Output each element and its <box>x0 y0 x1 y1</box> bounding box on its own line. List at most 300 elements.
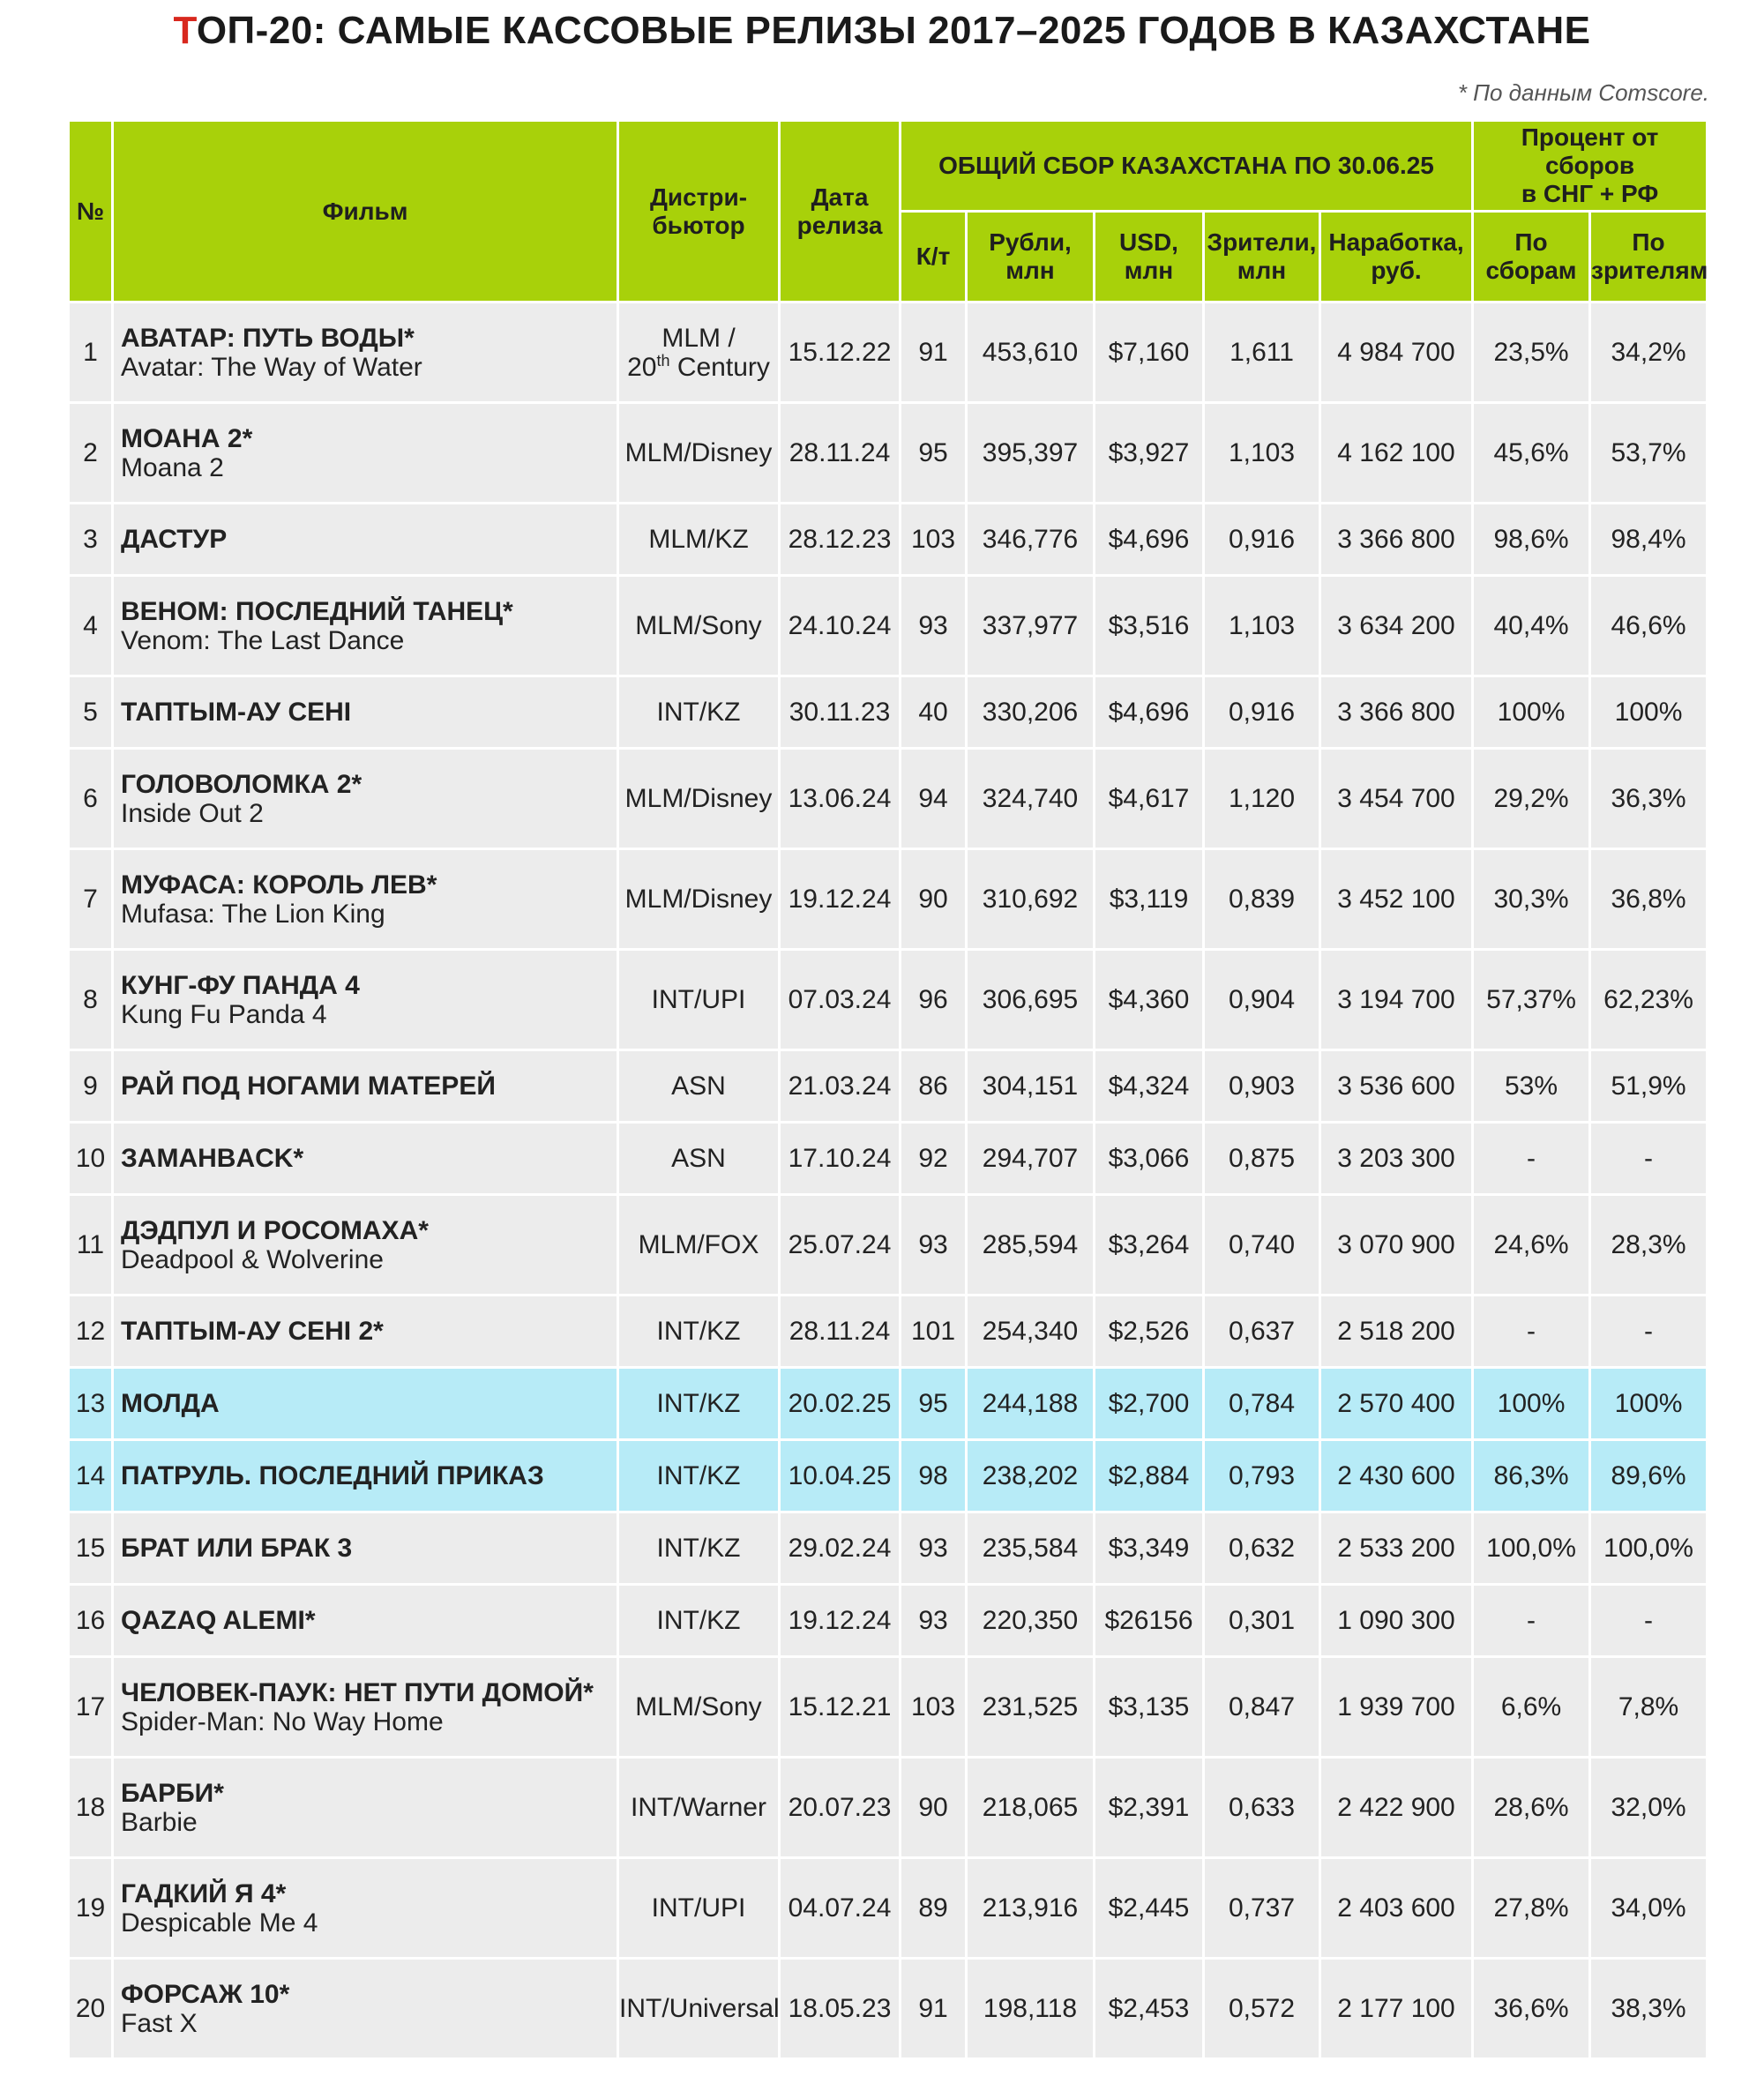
film-title-en: Moana 2 <box>121 452 224 482</box>
per-screen: 3 070 900 <box>1320 1195 1473 1296</box>
screens-count: 93 <box>901 1512 967 1585</box>
film-title-en: Barbie <box>121 1807 198 1837</box>
distributor-text: INT/KZ <box>656 1534 741 1563</box>
release-date: 15.12.22 <box>780 302 901 403</box>
gross-rub: 198,118 <box>967 1959 1095 2059</box>
gross-usd: $4,324 <box>1095 1050 1204 1123</box>
percent-gross: 100% <box>1473 676 1590 749</box>
gross-rub: 231,525 <box>967 1657 1095 1758</box>
table-row <box>69 504 1708 576</box>
gross-rub: 324,740 <box>967 749 1095 849</box>
film-cell <box>113 1858 618 1959</box>
release-date: 13.06.24 <box>780 749 901 849</box>
percent-viewers: 34,2% <box>1590 302 1708 403</box>
distributor-text: INT/KZ <box>656 1606 741 1635</box>
row-number: 9 <box>69 1050 113 1123</box>
header-usd: USD, млн <box>1095 212 1204 302</box>
film-cell <box>113 950 618 1050</box>
film-cell <box>113 749 618 849</box>
gross-rub: 213,916 <box>967 1858 1095 1959</box>
row-number: 14 <box>69 1440 113 1512</box>
percent-viewers: 100% <box>1590 676 1708 749</box>
viewers: 0,904 <box>1204 950 1320 1050</box>
table-row <box>69 1440 1708 1512</box>
viewers: 0,847 <box>1204 1657 1320 1758</box>
release-date: 04.07.24 <box>780 1858 901 1959</box>
percent-viewers: 34,0% <box>1590 1858 1708 1959</box>
film-title-ru: ТАПТЫМ-АУ СЕНІ 2* <box>121 1317 384 1346</box>
release-date: 21.03.24 <box>780 1050 901 1123</box>
viewers: 1,611 <box>1204 302 1320 403</box>
gross-rub: 235,584 <box>967 1512 1095 1585</box>
percent-gross: 53% <box>1473 1050 1590 1123</box>
per-screen: 2 518 200 <box>1320 1296 1473 1368</box>
table-row <box>69 1123 1708 1195</box>
row-number: 18 <box>69 1758 113 1858</box>
film-title-en: Mufasa: The Lion King <box>121 899 385 929</box>
percent-gross: 100,0% <box>1473 1512 1590 1585</box>
per-screen: 2 570 400 <box>1320 1368 1473 1440</box>
viewers: 0,839 <box>1204 849 1320 950</box>
film-title-ru: ПАТРУЛЬ. ПОСЛЕДНИЙ ПРИКАЗ <box>121 1461 544 1490</box>
table-row <box>69 749 1708 849</box>
film-title-ru: ГАДКИЙ Я 4* <box>121 1878 287 1908</box>
box-office-table <box>67 119 1708 2060</box>
film-cell <box>113 1512 618 1585</box>
viewers: 0,740 <box>1204 1195 1320 1296</box>
percent-gross: 86,3% <box>1473 1440 1590 1512</box>
film-title-ru: ЗАМАНBACK* <box>121 1144 304 1173</box>
distributor-cell <box>618 576 780 676</box>
distributor-cell <box>618 676 780 749</box>
screens-count: 90 <box>901 1758 967 1858</box>
film-cell <box>113 1195 618 1296</box>
screens-count: 95 <box>901 1368 967 1440</box>
percent-gross: - <box>1473 1296 1590 1368</box>
row-number: 7 <box>69 849 113 950</box>
film-title-ru: РАЙ ПОД НОГАМИ МАТЕРЕЙ <box>121 1072 496 1101</box>
release-date: 19.12.24 <box>780 849 901 950</box>
screens-count: 91 <box>901 302 967 403</box>
percent-viewers: 38,3% <box>1590 1959 1708 2059</box>
percent-viewers: 89,6% <box>1590 1440 1708 1512</box>
gross-usd: $3,516 <box>1095 576 1204 676</box>
film-title-en: Inside Out 2 <box>121 798 264 828</box>
release-date: 28.12.23 <box>780 504 901 576</box>
per-screen: 2 533 200 <box>1320 1512 1473 1585</box>
screens-count: 91 <box>901 1959 967 2059</box>
gross-usd: $3,927 <box>1095 403 1204 504</box>
screens-count: 98 <box>901 1440 967 1512</box>
distributor-cell <box>618 1585 780 1657</box>
percent-gross: 27,8% <box>1473 1858 1590 1959</box>
screens-count: 93 <box>901 1195 967 1296</box>
film-cell <box>113 1959 618 2059</box>
distributor-cell <box>618 1657 780 1758</box>
film-title-ru: ДЭДПУЛ И РОСОМАХА* <box>121 1215 429 1245</box>
distributor-text: MLM/Sony <box>635 1692 762 1721</box>
gross-usd: $2,445 <box>1095 1858 1204 1959</box>
viewers: 0,784 <box>1204 1368 1320 1440</box>
header-viewers: Зрители, млн <box>1204 212 1320 302</box>
percent-viewers: 28,3% <box>1590 1195 1708 1296</box>
row-number: 13 <box>69 1368 113 1440</box>
distributor-cell <box>618 1440 780 1512</box>
percent-gross: - <box>1473 1123 1590 1195</box>
percent-gross: - <box>1473 1585 1590 1657</box>
percent-gross: 29,2% <box>1473 749 1590 849</box>
distributor-cell <box>618 1368 780 1440</box>
viewers: 1,120 <box>1204 749 1320 849</box>
viewers: 1,103 <box>1204 403 1320 504</box>
screens-count: 90 <box>901 849 967 950</box>
row-number: 19 <box>69 1858 113 1959</box>
table-row <box>69 676 1708 749</box>
release-date: 17.10.24 <box>780 1123 901 1195</box>
percent-viewers: - <box>1590 1296 1708 1368</box>
release-date: 10.04.25 <box>780 1440 901 1512</box>
distributor-text: ASN <box>671 1072 726 1101</box>
table-row <box>69 950 1708 1050</box>
table-row <box>69 1512 1708 1585</box>
distributor-text: MLM/FOX <box>638 1230 759 1259</box>
screens-count: 96 <box>901 950 967 1050</box>
film-title-ru: АВАТАР: ПУТЬ ВОДЫ* <box>121 323 415 353</box>
distributor-text: INT/Universal <box>619 1994 780 2023</box>
percent-viewers: 62,23% <box>1590 950 1708 1050</box>
film-title-ru: ГОЛОВОЛОМКА 2* <box>121 769 363 799</box>
percent-gross: 28,6% <box>1473 1758 1590 1858</box>
gross-usd: $2,453 <box>1095 1959 1204 2059</box>
table-row <box>69 1368 1708 1440</box>
distributor-cell <box>618 504 780 576</box>
distributor-cell <box>618 1195 780 1296</box>
screens-count: 86 <box>901 1050 967 1123</box>
film-cell <box>113 676 618 749</box>
gross-usd: $2,884 <box>1095 1440 1204 1512</box>
film-cell <box>113 1368 618 1440</box>
film-title-en: Fast X <box>121 2008 198 2038</box>
gross-usd: $2,526 <box>1095 1296 1204 1368</box>
distributor-text: INT/KZ <box>656 1317 741 1346</box>
row-number: 2 <box>69 403 113 504</box>
percent-viewers: 32,0% <box>1590 1758 1708 1858</box>
per-screen: 1 939 700 <box>1320 1657 1473 1758</box>
screens-count: 95 <box>901 403 967 504</box>
source-note: * По данным Comscore. <box>1457 79 1709 106</box>
gross-rub: 218,065 <box>967 1758 1095 1858</box>
gross-rub: 346,776 <box>967 504 1095 576</box>
percent-viewers: 98,4% <box>1590 504 1708 576</box>
film-cell <box>113 1123 618 1195</box>
gross-usd: $4,617 <box>1095 749 1204 849</box>
distributor-text: INT/KZ <box>656 1389 741 1418</box>
gross-rub: 238,202 <box>967 1440 1095 1512</box>
film-title-en: Venom: The Last Dance <box>121 625 405 655</box>
screens-count: 92 <box>901 1123 967 1195</box>
row-number: 5 <box>69 676 113 749</box>
gross-rub: 254,340 <box>967 1296 1095 1368</box>
per-screen: 2 430 600 <box>1320 1440 1473 1512</box>
percent-viewers: - <box>1590 1585 1708 1657</box>
film-cell <box>113 302 618 403</box>
viewers: 0,916 <box>1204 504 1320 576</box>
row-number: 17 <box>69 1657 113 1758</box>
distributor-text: INT/UPI <box>651 1893 746 1923</box>
percent-gross: 100% <box>1473 1368 1590 1440</box>
film-title-ru: МУФАСА: КОРОЛЬ ЛЕВ* <box>121 870 437 900</box>
gross-usd: $7,160 <box>1095 302 1204 403</box>
percent-gross: 45,6% <box>1473 403 1590 504</box>
header-film: Фильм <box>113 121 618 302</box>
header-group-total: ОБЩИЙ СБОР КАЗАХСТАНА ПО 30.06.25 <box>901 121 1473 212</box>
row-number: 1 <box>69 302 113 403</box>
film-cell <box>113 504 618 576</box>
gross-rub: 395,397 <box>967 403 1095 504</box>
distributor-text-line2: 20th Century <box>627 351 770 382</box>
table-row <box>69 1858 1708 1959</box>
percent-gross: 36,6% <box>1473 1959 1590 2059</box>
film-cell <box>113 403 618 504</box>
distributor-text: MLM/Disney <box>624 885 773 914</box>
film-title-ru: ДАСТУР <box>121 525 228 554</box>
per-screen: 3 203 300 <box>1320 1123 1473 1195</box>
film-title-ru: QAZAQ ALEMI* <box>121 1606 316 1635</box>
header-group-percent: Процент от сборов в СНГ + РФ <box>1473 121 1708 212</box>
film-title-en: Kung Fu Panda 4 <box>121 999 327 1029</box>
viewers: 1,103 <box>1204 576 1320 676</box>
screens-count: 103 <box>901 504 967 576</box>
row-number: 20 <box>69 1959 113 2059</box>
distributor-text: INT/Warner <box>631 1793 766 1822</box>
per-screen: 2 403 600 <box>1320 1858 1473 1959</box>
distributor-cell <box>618 1512 780 1585</box>
distributor-text: MLM / <box>662 323 736 353</box>
screens-count: 93 <box>901 1585 967 1657</box>
distributor-text: MLM/KZ <box>648 525 749 554</box>
percent-gross: 98,6% <box>1473 504 1590 576</box>
gross-rub: 294,707 <box>967 1123 1095 1195</box>
viewers: 0,637 <box>1204 1296 1320 1368</box>
table-row <box>69 1657 1708 1758</box>
distributor-cell <box>618 1050 780 1123</box>
row-number: 11 <box>69 1195 113 1296</box>
percent-viewers: 36,8% <box>1590 849 1708 950</box>
gross-usd: $26156 <box>1095 1585 1204 1657</box>
gross-rub: 306,695 <box>967 950 1095 1050</box>
table-row <box>69 1195 1708 1296</box>
table-row <box>69 1758 1708 1858</box>
row-number: 10 <box>69 1123 113 1195</box>
gross-usd: $3,135 <box>1095 1657 1204 1758</box>
gross-usd: $3,349 <box>1095 1512 1204 1585</box>
table-row <box>69 1959 1708 2059</box>
gross-rub: 310,692 <box>967 849 1095 950</box>
percent-viewers: 100,0% <box>1590 1512 1708 1585</box>
gross-rub: 304,151 <box>967 1050 1095 1123</box>
gross-usd: $2,391 <box>1095 1758 1204 1858</box>
film-title-ru: БРАТ ИЛИ БРАК 3 <box>121 1534 353 1563</box>
header-num: № <box>69 121 113 302</box>
release-date: 28.11.24 <box>780 1296 901 1368</box>
per-screen: 3 366 800 <box>1320 676 1473 749</box>
percent-viewers: - <box>1590 1123 1708 1195</box>
distributor-cell <box>618 1858 780 1959</box>
film-title-en: Despicable Me 4 <box>121 1908 318 1938</box>
header-distributor: Дистри- бьютор <box>618 121 780 302</box>
gross-usd: $3,066 <box>1095 1123 1204 1195</box>
percent-gross: 30,3% <box>1473 849 1590 950</box>
header-pct-gross: По сборам <box>1473 212 1590 302</box>
gross-rub: 285,594 <box>967 1195 1095 1296</box>
distributor-text: INT/UPI <box>651 985 746 1014</box>
film-cell <box>113 1050 618 1123</box>
header-pct-viewers: По зрителям <box>1590 212 1708 302</box>
header-per-screen: Наработка, руб. <box>1320 212 1473 302</box>
film-title-ru: БАРБИ* <box>121 1778 224 1808</box>
header-release-date: Дата релиза <box>780 121 901 302</box>
release-date: 24.10.24 <box>780 576 901 676</box>
distributor-cell <box>618 849 780 950</box>
distributor-text: ASN <box>671 1144 726 1173</box>
row-number: 8 <box>69 950 113 1050</box>
viewers: 0,793 <box>1204 1440 1320 1512</box>
percent-viewers: 100% <box>1590 1368 1708 1440</box>
distributor-cell <box>618 1296 780 1368</box>
distributor-text: INT/KZ <box>656 1461 741 1490</box>
percent-viewers: 7,8% <box>1590 1657 1708 1758</box>
screens-count: 103 <box>901 1657 967 1758</box>
viewers: 0,632 <box>1204 1512 1320 1585</box>
table-row <box>69 849 1708 950</box>
per-screen: 3 366 800 <box>1320 504 1473 576</box>
film-cell <box>113 849 618 950</box>
per-screen: 3 194 700 <box>1320 950 1473 1050</box>
viewers: 0,916 <box>1204 676 1320 749</box>
film-cell <box>113 1440 618 1512</box>
row-number: 16 <box>69 1585 113 1657</box>
row-number: 3 <box>69 504 113 576</box>
screens-count: 94 <box>901 749 967 849</box>
distributor-text: INT/KZ <box>656 698 741 727</box>
gross-usd: $3,119 <box>1095 849 1204 950</box>
film-cell <box>113 576 618 676</box>
row-number: 6 <box>69 749 113 849</box>
per-screen: 3 634 200 <box>1320 576 1473 676</box>
distributor-text: MLM/Disney <box>624 438 773 467</box>
distributor-text: MLM/Sony <box>635 611 762 640</box>
per-screen: 1 090 300 <box>1320 1585 1473 1657</box>
gross-rub: 337,977 <box>967 576 1095 676</box>
percent-viewers: 53,7% <box>1590 403 1708 504</box>
header-screens: К/т <box>901 212 967 302</box>
release-date: 15.12.21 <box>780 1657 901 1758</box>
release-date: 18.05.23 <box>780 1959 901 2059</box>
viewers: 0,301 <box>1204 1585 1320 1657</box>
table-row <box>69 1585 1708 1657</box>
percent-gross: 23,5% <box>1473 302 1590 403</box>
release-date: 29.02.24 <box>780 1512 901 1585</box>
film-title-ru: ВЕНОМ: ПОСЛЕДНИЙ ТАНЕЦ* <box>121 596 513 626</box>
release-date: 20.07.23 <box>780 1758 901 1858</box>
distributor-cell <box>618 1123 780 1195</box>
per-screen: 4 162 100 <box>1320 403 1473 504</box>
per-screen: 3 452 100 <box>1320 849 1473 950</box>
distributor-cell <box>618 1758 780 1858</box>
gross-usd: $4,360 <box>1095 950 1204 1050</box>
release-date: 30.11.23 <box>780 676 901 749</box>
distributor-cell <box>618 749 780 849</box>
row-number: 15 <box>69 1512 113 1585</box>
viewers: 0,903 <box>1204 1050 1320 1123</box>
release-date: 19.12.24 <box>780 1585 901 1657</box>
film-title-ru: ЧЕЛОВЕК-ПАУК: НЕТ ПУТИ ДОМОЙ* <box>121 1677 594 1707</box>
gross-rub: 244,188 <box>967 1368 1095 1440</box>
distributor-cell <box>618 950 780 1050</box>
gross-rub: 220,350 <box>967 1585 1095 1657</box>
release-date: 25.07.24 <box>780 1195 901 1296</box>
screens-count: 40 <box>901 676 967 749</box>
film-cell <box>113 1657 618 1758</box>
percent-gross: 57,37% <box>1473 950 1590 1050</box>
film-title-ru: КУНГ-ФУ ПАНДА 4 <box>121 970 360 1000</box>
distributor-cell <box>618 403 780 504</box>
per-screen: 3 536 600 <box>1320 1050 1473 1123</box>
table-row <box>69 1050 1708 1123</box>
page-title <box>0 9 1764 53</box>
gross-rub: 330,206 <box>967 676 1095 749</box>
gross-usd: $4,696 <box>1095 676 1204 749</box>
distributor-cell <box>618 1959 780 2059</box>
film-title-ru: ТАПТЫМ-АУ СЕНІ <box>121 698 352 727</box>
percent-gross: 40,4% <box>1473 576 1590 676</box>
gross-usd: $4,696 <box>1095 504 1204 576</box>
table-row <box>69 576 1708 676</box>
gross-usd: $2,700 <box>1095 1368 1204 1440</box>
per-screen: 2 422 900 <box>1320 1758 1473 1858</box>
percent-gross: 6,6% <box>1473 1657 1590 1758</box>
table-row <box>69 403 1708 504</box>
film-cell <box>113 1585 618 1657</box>
release-date: 07.03.24 <box>780 950 901 1050</box>
release-date: 28.11.24 <box>780 403 901 504</box>
row-number: 12 <box>69 1296 113 1368</box>
title-text: ОП-20: САМЫЕ КАССОВЫЕ РЕЛИЗЫ 2017–2025 ГОДОВ В КАЗАХСТАНЕ <box>196 9 1591 52</box>
distributor-text: MLM/Disney <box>624 784 773 813</box>
film-title-en: Spider-Man: No Way Home <box>121 1706 444 1736</box>
film-title-ru: МОЛДА <box>121 1389 220 1418</box>
title-accent-letter: Т <box>173 9 197 52</box>
distributor-cell <box>618 302 780 403</box>
viewers: 0,572 <box>1204 1959 1320 2059</box>
gross-usd: $3,264 <box>1095 1195 1204 1296</box>
film-title-en: Avatar: The Way of Water <box>121 352 422 382</box>
percent-viewers: 46,6% <box>1590 576 1708 676</box>
film-title-ru: ФОРСАЖ 10* <box>121 1979 290 2009</box>
screens-count: 89 <box>901 1858 967 1959</box>
film-title-en: Deadpool & Wolverine <box>121 1244 384 1274</box>
viewers: 0,875 <box>1204 1123 1320 1195</box>
header-rub: Рубли, млн <box>967 212 1095 302</box>
row-number: 4 <box>69 576 113 676</box>
film-cell <box>113 1296 618 1368</box>
gross-rub: 453,610 <box>967 302 1095 403</box>
screens-count: 101 <box>901 1296 967 1368</box>
per-screen: 2 177 100 <box>1320 1959 1473 2059</box>
per-screen: 3 454 700 <box>1320 749 1473 849</box>
screens-count: 93 <box>901 576 967 676</box>
percent-viewers: 36,3% <box>1590 749 1708 849</box>
